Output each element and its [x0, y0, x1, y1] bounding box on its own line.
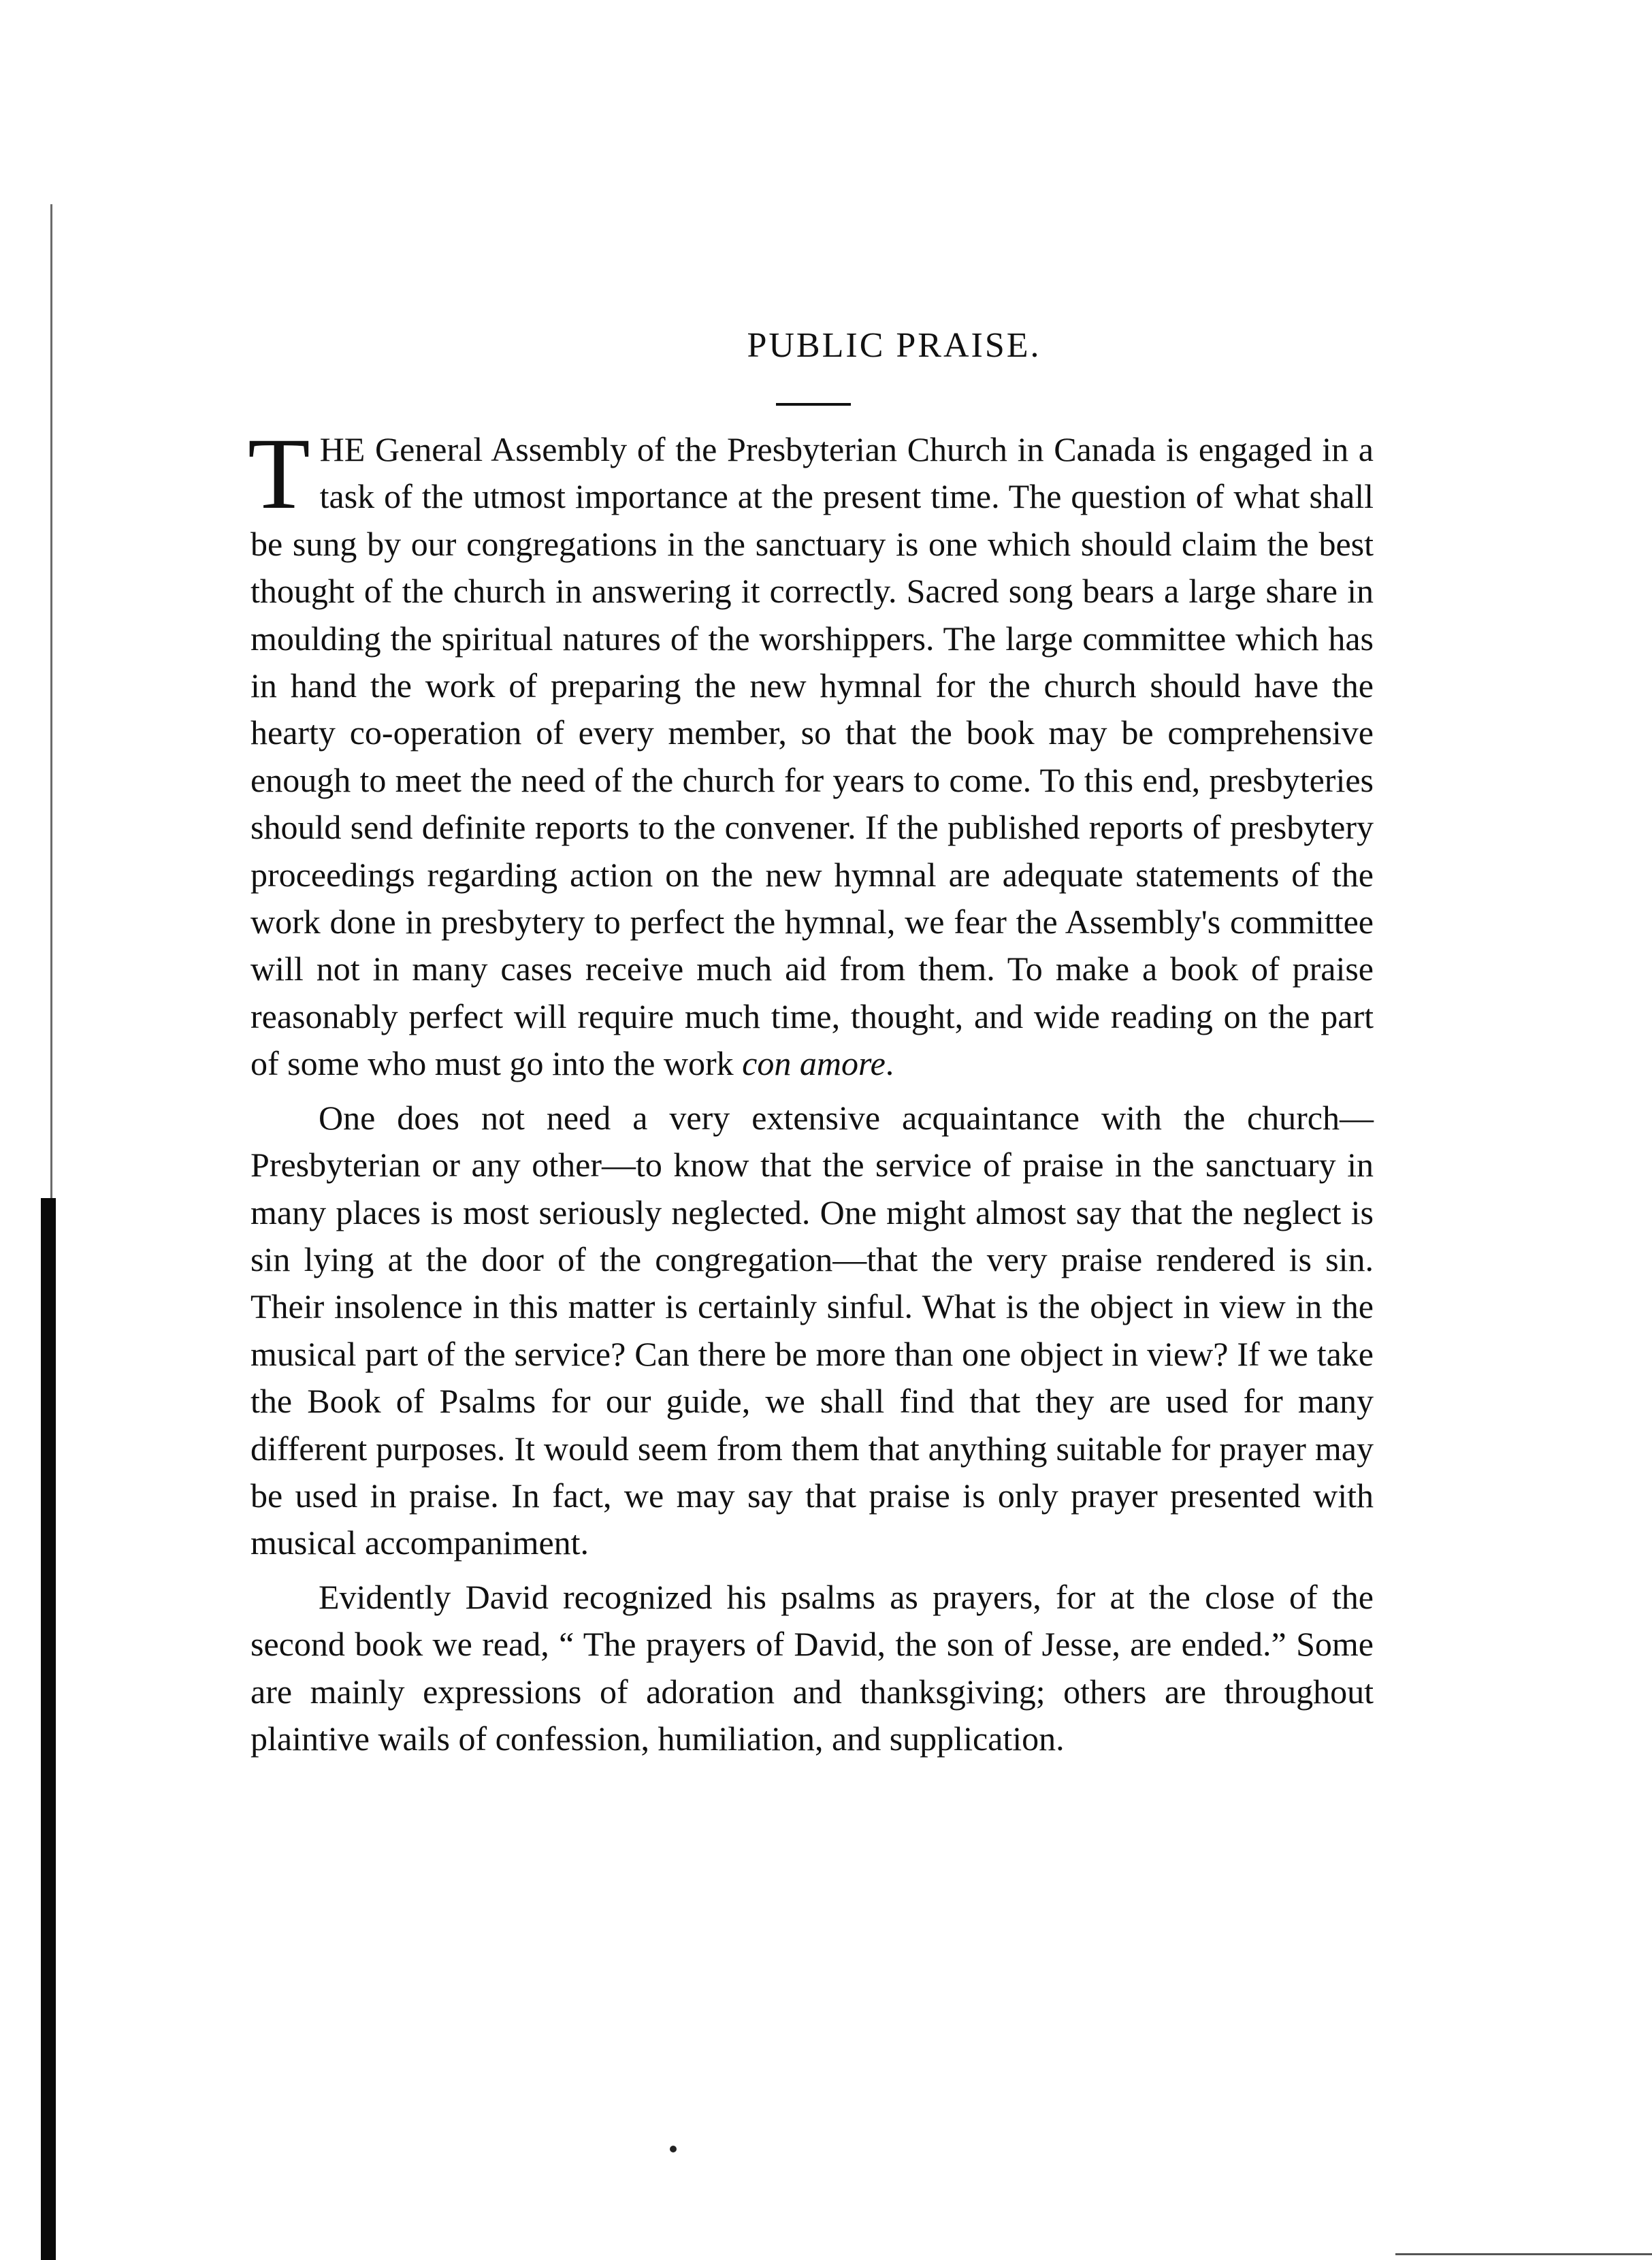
paragraph-3-text: Evidently David recognized his psalms as prayers, for at the close of the second book we read, “ The prayers of David, the son of Jesse, are ended.” Some are mainly expressions of adoration and thanksgiving; others are throughout plaintive wails of confession, humiliation, and supplication. [250, 1577, 1374, 1758]
bottom-edge-rule [1395, 2253, 1652, 2255]
paragraph-3 [250, 1574, 1374, 1763]
paragraph-1 [248, 417, 1374, 1088]
paragraph-2-text: One does not need a very extensive acquaintance with the church—Presbyterian or any other—to know that the service of praise in the sanctuary in many places is most seriously neglected. One might almost say that the neglect is sin lying at the door of the congregation—that the very praise rendered is sin. Their insolence in this matter is certainly sinful. What is the object in view in the musical part of the service? Can there be more than one object in view? If we take the Book of Psalms for our guide, we shall find that they are used for many different purposes. It would seem from them that anything suitable for prayer may be used in praise. In fact, we may say that praise is only prayer presented with musical accompaniment. [250, 1098, 1374, 1562]
page-mark-dot [670, 2146, 677, 2152]
paragraph-2 [250, 1095, 1374, 1567]
paragraph-1-italic-phrase: con amore [742, 1044, 886, 1083]
title-divider [776, 403, 851, 406]
paragraph-1-text-b: . [885, 1044, 894, 1083]
article-body [248, 417, 1374, 1769]
paragraph-1-text-a: HE General Assembly of the Presbyterian Church in Canada is engaged in a task of the utmost importance at the present time. The question of what shall be sung by our congregations in the sanctuary is one which should claim the best thought of the church in answering it correctly. Sacred song bears a large share in moulding the spiritual natures of the worshippers. The large committee which has in hand the work of preparing the new hymnal for the church should have the hearty co-operation of every member, so that the book may be comprehensive enough to meet the need of the church for years to come. To this end, presbyteries should send definite reports to the convener. If the published reports of presbytery proceedings regarding action on the new hymnal are adequate statements of the work done in presbytery to perfect the hymnal, we fear the Assembly's committee will not in many cases receive much aid from them. To make a book of praise reasonably perfect will require much time, thought, and wide reading on the part of some who must go into the work [250, 430, 1374, 1083]
drop-cap: T [248, 417, 310, 530]
binding-edge-shadow [41, 1198, 56, 2260]
page-title: PUBLIC PRAISE. [747, 326, 1041, 365]
